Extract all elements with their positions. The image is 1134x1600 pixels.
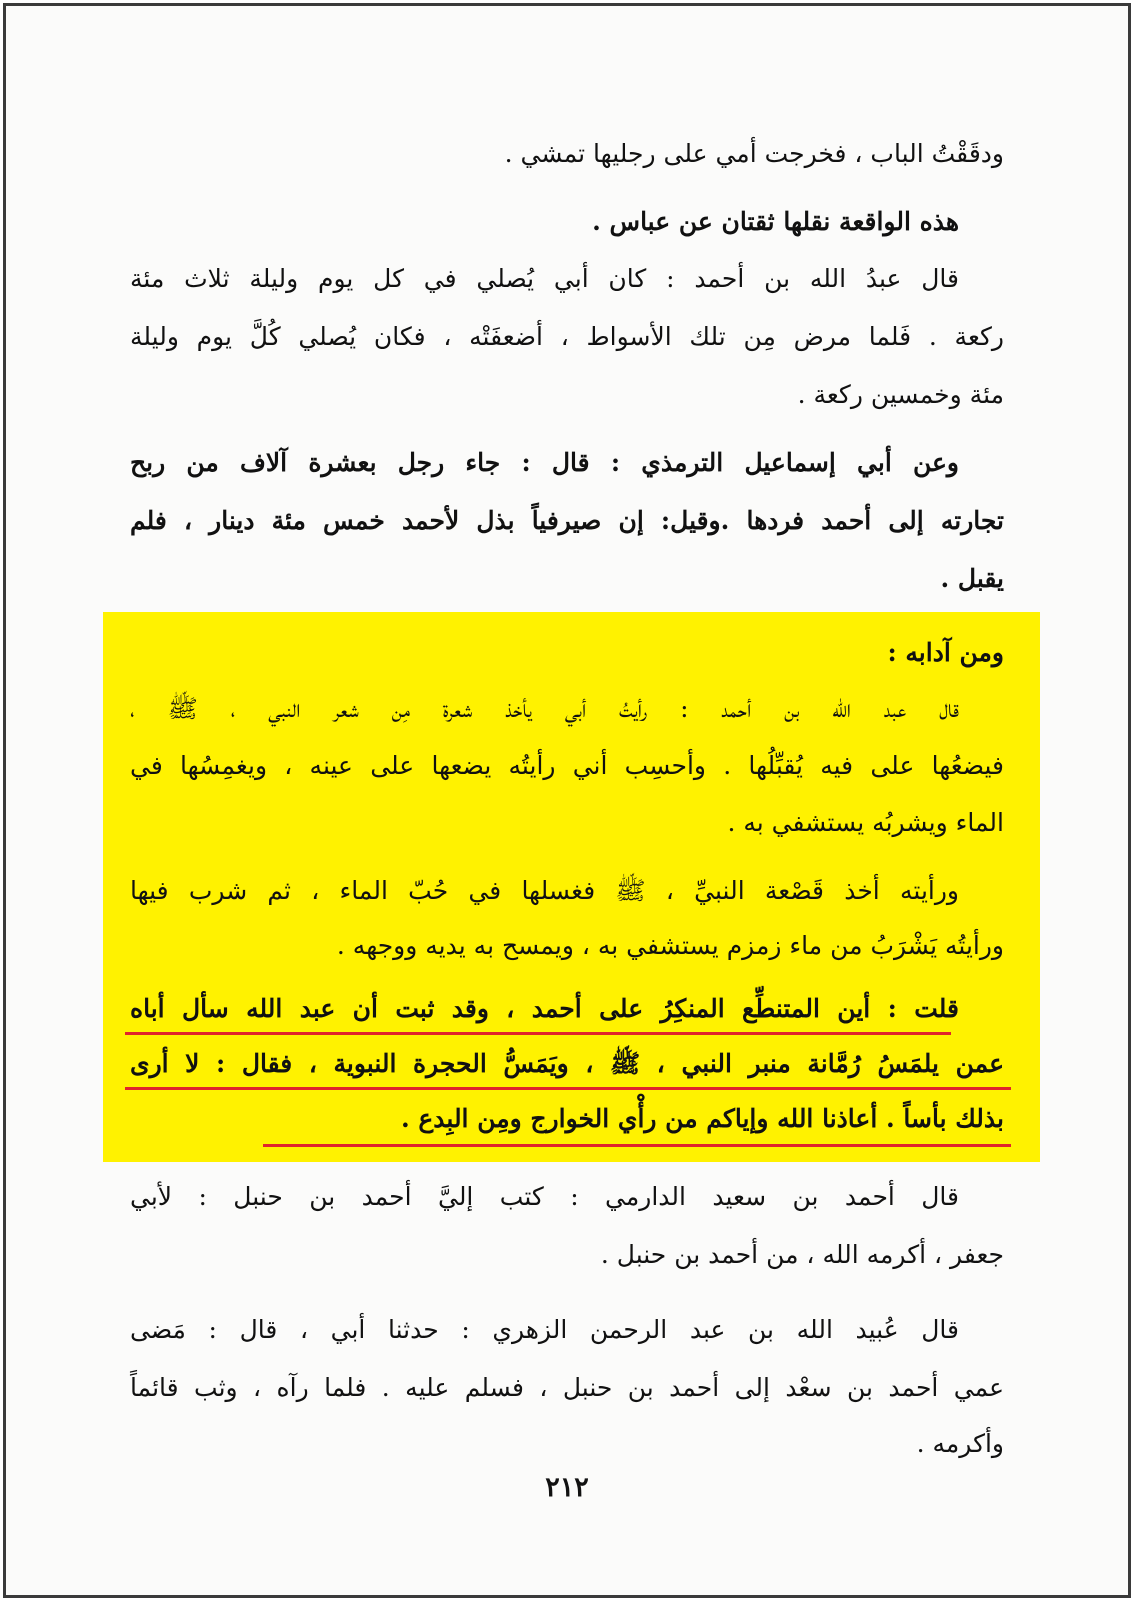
red-underline (263, 1144, 1011, 1147)
section-heading: ومن آدابه : (887, 638, 1004, 667)
text-line: هذه الواقعة نقلها ثقتان عن عباس . (592, 207, 959, 236)
underlined-line: قلت : أين المتنطِّع المنكِرُ على أحمد ، وقد ثبت أن عبد الله سأل أباه (130, 994, 959, 1023)
text-line: ورأيته أخذ قَصْعة النبيِّ ، ﷺ فغسلها في حُبّ الماء ، ثم شرب فيها (130, 876, 959, 905)
underlined-line: بذلك بأساً . أعاذنا الله وإياكم من رأْي الخوارج ومِن البِدع . (400, 1104, 1004, 1133)
book-page (3, 3, 1131, 1598)
red-underline (125, 1032, 951, 1035)
text-line: فيضعُها على فيه يُقبِّلُها . وأحسِب أني رأيتُه يضعها على عينه ، ويغمِسُها في (130, 751, 1004, 780)
text-line: ركعة . فَلما مرض مِن تلك الأسواط ، أضعفَتْه ، فكان يُصلي كُلَّ يوم وليلة (130, 322, 1004, 351)
underlined-line: عمن يلمَسُ رُمَّانة منبر النبي ، ﷺ ، ويَمَسُّ الحجرة النبوية ، فقال : لا أرى (130, 1049, 1004, 1078)
text-line: عمي أحمد بن سعْد إلى أحمد بن حنبل ، فسلم عليه . فلما رآه ، وثب قائماً (130, 1373, 1004, 1402)
text-line: تجارته إلى أحمد فردها .وقيل: إن صيرفياً بذل لأحمد خمس مئة دينار ، فلم (130, 506, 1004, 535)
text-line: وأكرمه . (916, 1429, 1004, 1458)
page-number: ٢١٢ (545, 1472, 589, 1503)
text-line: قال عبد الله بن أحمد : رأيتُ أبي يأخذ شعرة مِن شعر النبي ، ﷺ ، (130, 694, 959, 723)
text-line: مئة وخمسين ركعة . (797, 380, 1004, 409)
page-text (6, 6, 1128, 1595)
text-line: قال أحمد بن سعيد الدارمي : كتب إليَّ أحمد بن حنبل : لأبي (130, 1182, 959, 1211)
text-line: يقبل . (940, 564, 1004, 593)
text-line: قال عبدُ الله بن أحمد : كان أبي يُصلي في كل يوم وليلة ثلاث مئة (130, 264, 959, 293)
text-line: ورأيتُه يَشْرَبُ من ماء زمزم يستشفي به ، ويمسح به يديه ووجهه . (336, 931, 1004, 960)
text-line: وعن أبي إسماعيل الترمذي : قال : جاء رجل بعشرة آلاف من ربح (130, 448, 959, 477)
red-underline (125, 1087, 1011, 1090)
text-line: قال عُبيد الله بن عبد الرحمن الزهري : حدثنا أبي ، قال : مَضى (130, 1315, 959, 1344)
text-line: ودقَقْتُ الباب ، فخرجت أمي على رجليها تمشي . (504, 139, 1004, 168)
text-line: جعفر ، أكرمه الله ، من أحمد بن حنبل . (600, 1240, 1004, 1269)
text-line: الماء ويشربُه يستشفي به . (727, 808, 1004, 837)
